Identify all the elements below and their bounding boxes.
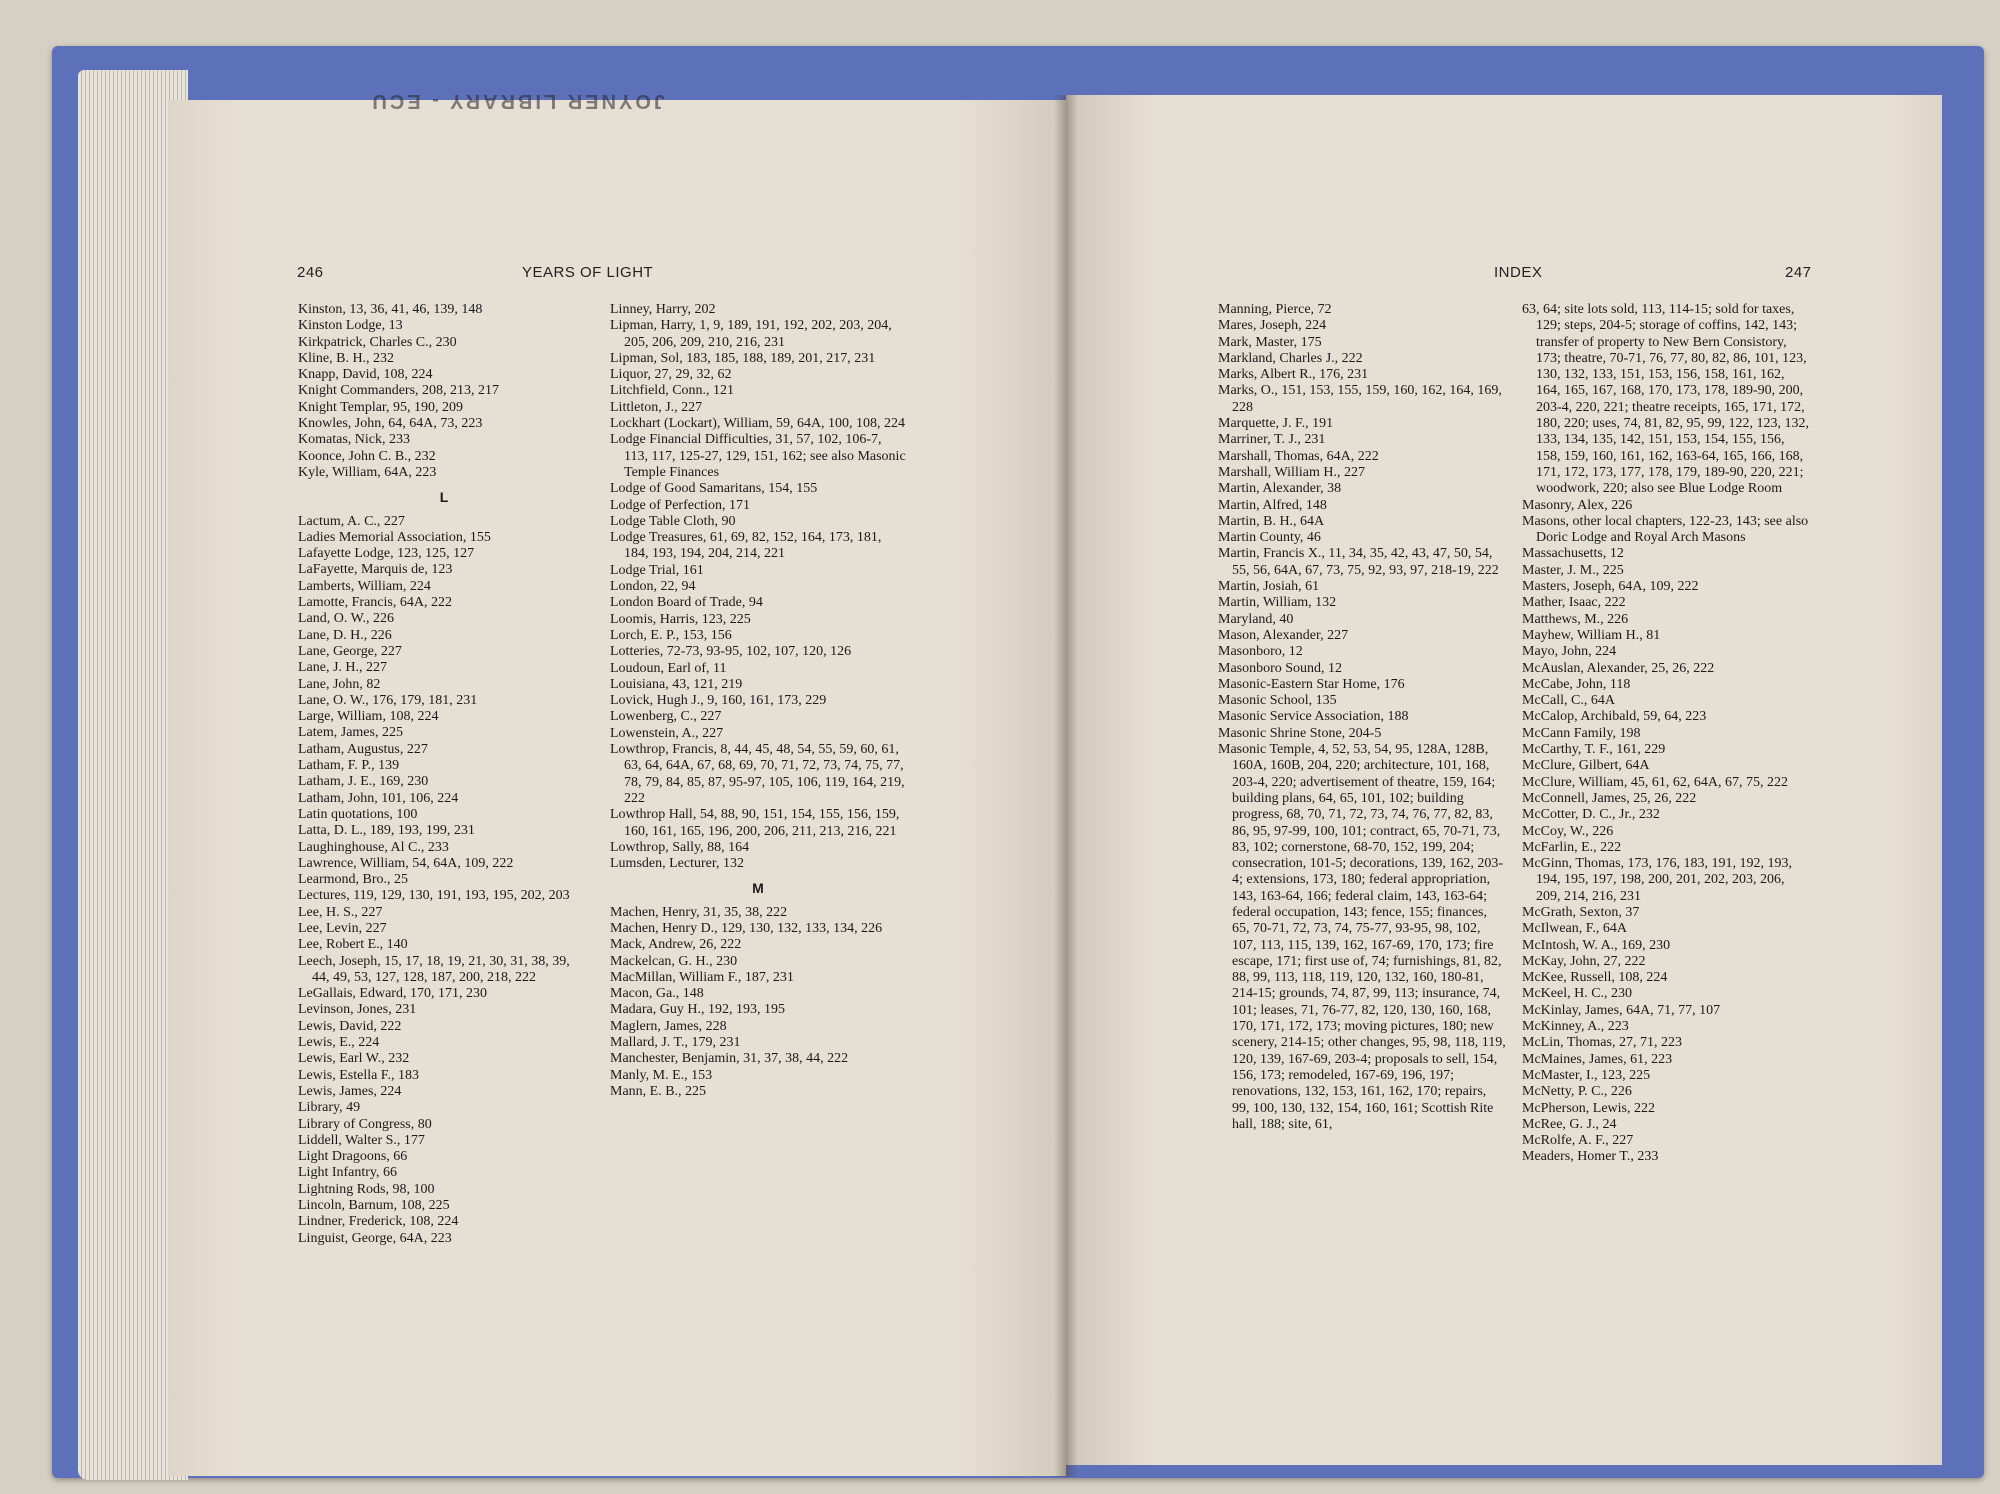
- index-entry: Mack, Andrew, 26, 222: [610, 937, 742, 953]
- index-entry: Lightning Rods, 98, 100: [298, 1181, 435, 1197]
- index-entry: McCall, C., 64A: [1522, 693, 1615, 709]
- index-entry: Leech, Joseph, 15, 17, 18, 19, 21, 30, 31, 38, 39, 44, 49, 53, 127, 128, 187, 200, 218, 222: [298, 953, 570, 985]
- index-entry: Manning, Pierce, 72: [1218, 302, 1332, 317]
- index-entry: Meaders, Homer T., 233: [1522, 1149, 1659, 1165]
- index-entry: McKee, Russell, 108, 224: [1522, 970, 1668, 986]
- index-entry: McClure, Gilbert, 64A: [1522, 758, 1650, 774]
- index-entry: Lowenstein, A., 227: [610, 725, 724, 741]
- index-entry: Knight Commanders, 208, 213, 217: [298, 383, 500, 399]
- index-entry: McKay, John, 27, 222: [1522, 953, 1646, 969]
- index-entry: McMaster, I., 123, 225: [1522, 1067, 1651, 1083]
- index-entry: Liquor, 27, 29, 32, 62: [610, 367, 732, 383]
- index-entry: McIntosh, W. A., 169, 230: [1522, 937, 1671, 953]
- index-column-right-1: [1218, 302, 1506, 1133]
- right-page-number: 247: [1785, 264, 1812, 281]
- index-entry: Martin, Francis X., 11, 34, 35, 42, 43, 47, 50, 54, 55, 56, 64A, 67, 73, 75, 92, 93, 97, 218-19, 222: [1218, 546, 1499, 578]
- index-entry: Knapp, David, 108, 224: [298, 367, 433, 383]
- index-entry: Lowthrop, Francis, 8, 44, 45, 48, 54, 55, 59, 60, 61, 63, 64, 64A, 67, 68, 69, 70, 71, 72, 73, 74, 75, 77, 78, 79, 84, 85, 87, 95-97, 105, 106, 119, 164, 219, 222: [610, 742, 905, 806]
- index-entry: Lee, Levin, 227: [298, 920, 387, 936]
- index-entry: Learmond, Bro., 25: [298, 872, 409, 888]
- index-entry: Lipman, Harry, 1, 9, 189, 191, 192, 202, 203, 204, 205, 206, 209, 210, 216, 231: [610, 318, 892, 350]
- index-entry: Macon, Ga., 148: [610, 986, 704, 1002]
- index-entry: Lewis, James, 224: [298, 1083, 402, 1099]
- index-entry: McRolfe, A. F., 227: [1522, 1133, 1634, 1149]
- index-entry: McKeel, H. C., 230: [1522, 986, 1633, 1002]
- index-entry: Lipman, Sol, 183, 185, 188, 189, 201, 217, 231: [610, 350, 876, 366]
- index-entry: McPherson, Lewis, 222: [1522, 1100, 1655, 1116]
- index-entry: Lane, O. W., 176, 179, 181, 231: [298, 692, 478, 708]
- index-entry: Maglern, James, 228: [610, 1018, 727, 1034]
- index-entry: Latham, Augustus, 227: [298, 741, 428, 757]
- index-entry: Komatas, Nick, 233: [298, 432, 410, 448]
- index-entry: Mayhew, William H., 81: [1522, 627, 1661, 643]
- index-entry: Masonic School, 135: [1218, 693, 1337, 709]
- index-entry: Lafayette Lodge, 123, 125, 127: [298, 546, 475, 562]
- index-entry: Mayo, John, 224: [1522, 644, 1617, 660]
- index-entry: Martin, William, 132: [1218, 595, 1337, 611]
- library-stamp: JOYNER LIBRARY - ECU: [369, 90, 665, 112]
- index-entry: McRee, G. J., 24: [1522, 1116, 1617, 1132]
- index-entry: Lowthrop Hall, 54, 88, 90, 151, 154, 155, 156, 159, 160, 161, 165, 196, 200, 206, 211, 213, 216, 221: [610, 807, 900, 839]
- index-entry: McGinn, Thomas, 173, 176, 183, 191, 192, 193, 194, 195, 197, 198, 200, 201, 202, 203, 206, 209, 214, 216, 231: [1522, 856, 1793, 904]
- index-entry: Latham, J. E., 169, 230: [298, 774, 429, 790]
- index-entry: Littleton, J., 227: [610, 399, 703, 415]
- index-entry: Manchester, Benjamin, 31, 37, 38, 44, 222: [610, 1051, 849, 1067]
- index-entry: LeGallais, Edward, 170, 171, 230: [298, 986, 487, 1002]
- index-entry: Knight Templar, 95, 190, 209: [298, 399, 464, 415]
- index-entry: Masonic-Eastern Star Home, 176: [1218, 676, 1405, 692]
- index-entry: Lodge Table Cloth, 90: [610, 513, 736, 529]
- index-entry: Kyle, William, 64A, 223: [298, 464, 437, 480]
- index-entry: Lactum, A. C., 227: [298, 513, 405, 529]
- index-entry: McIlwean, F., 64A: [1522, 921, 1628, 937]
- index-entry: Light Infantry, 66: [298, 1165, 398, 1181]
- index-entry: Lewis, Earl W., 232: [298, 1051, 410, 1067]
- index-entry: Martin County, 46: [1218, 530, 1321, 546]
- index-entry: Mallard, J. T., 179, 231: [610, 1035, 741, 1051]
- index-entry: Mann, E. B., 225: [610, 1083, 707, 1099]
- index-entry: Marks, O., 151, 153, 155, 159, 160, 162, 164, 169, 228: [1218, 383, 1502, 415]
- index-entry: Liddell, Walter S., 177: [298, 1132, 425, 1148]
- index-entry: Master, J. M., 225: [1522, 562, 1624, 578]
- index-entry: Latin quotations, 100: [298, 806, 418, 822]
- index-entry: London, 22, 94: [610, 579, 696, 595]
- index-entry: Mackelcan, G. H., 230: [610, 953, 738, 969]
- index-entry: Lectures, 119, 129, 130, 191, 193, 195, 202, 203: [298, 888, 570, 904]
- index-entry: McKinney, A., 223: [1522, 1019, 1629, 1035]
- index-entry: Lodge Treasures, 61, 69, 82, 152, 164, 173, 181, 184, 193, 194, 204, 214, 221: [610, 530, 882, 562]
- index-entry: Mares, Joseph, 224: [1218, 318, 1327, 334]
- index-entry: McCoy, W., 226: [1522, 823, 1614, 839]
- index-entry: Lee, H. S., 227: [298, 904, 383, 920]
- index-entry: Madara, Guy H., 192, 193, 195: [610, 1002, 785, 1018]
- index-entry: Lodge of Perfection, 171: [610, 497, 750, 513]
- index-entry: Latham, John, 101, 106, 224: [298, 790, 459, 806]
- index-entry: Matthews, M., 226: [1522, 611, 1629, 627]
- index-entry: Markland, Charles J., 222: [1218, 350, 1363, 366]
- index-entry: Koonce, John C. B., 232: [298, 448, 436, 464]
- index-entry: Latta, D. L., 189, 193, 199, 231: [298, 823, 475, 839]
- index-entry: Lawrence, William, 54, 64A, 109, 222: [298, 855, 514, 871]
- index-entry: Large, William, 108, 224: [298, 709, 439, 725]
- index-entry: Maryland, 40: [1218, 611, 1294, 627]
- index-column-right-2: [1522, 302, 1812, 1166]
- index-entry: Kinston Lodge, 13: [298, 318, 403, 334]
- index-entry: Marriner, T. J., 231: [1218, 432, 1326, 448]
- index-entry: Masonic Shrine Stone, 204-5: [1218, 725, 1382, 741]
- index-entry: Massachusetts, 12: [1522, 546, 1624, 562]
- index-entry: Latham, F. P., 139: [298, 758, 400, 774]
- index-entry: Light Dragoons, 66: [298, 1149, 408, 1165]
- index-entry: Lincoln, Barnum, 108, 225: [298, 1198, 450, 1214]
- index-entry: McCabe, John, 118: [1522, 676, 1631, 692]
- index-entry: Lane, J. H., 227: [298, 660, 388, 676]
- index-entry: Loudoun, Earl of, 11: [610, 660, 727, 676]
- index-entry: Loomis, Harris, 123, 225: [610, 611, 751, 627]
- index-entry: Louisiana, 43, 121, 219: [610, 676, 743, 692]
- index-entry: Lorch, E. P., 153, 156: [610, 627, 732, 643]
- right-running-head: INDEX: [1494, 264, 1543, 281]
- index-entry: Lamotte, Francis, 64A, 222: [298, 595, 452, 611]
- index-entry: LaFayette, Marquis de, 123: [298, 562, 453, 578]
- index-entry: McConnell, James, 25, 26, 222: [1522, 790, 1697, 806]
- index-entry: McCotter, D. C., Jr., 232: [1522, 807, 1660, 823]
- index-entry: McCann Family, 198: [1522, 725, 1641, 741]
- index-entry: McCarthy, T. F., 161, 229: [1522, 742, 1666, 758]
- index-entry: Martin, B. H., 64A: [1218, 513, 1325, 529]
- index-entry: McMaines, James, 61, 223: [1522, 1051, 1673, 1067]
- index-entry: Marshall, William H., 227: [1218, 464, 1365, 480]
- index-entry: Masonboro Sound, 12: [1218, 660, 1343, 676]
- index-entry: Land, O. W., 226: [298, 611, 395, 627]
- index-entry: Masonry, Alex, 226: [1522, 497, 1633, 513]
- index-entry: Latem, James, 225: [298, 725, 403, 741]
- index-entry: Lowenberg, C., 227: [610, 709, 722, 725]
- index-entry: Masons, other local chapters, 122-23, 143; see also Doric Lodge and Royal Arch Masons: [1522, 513, 1809, 546]
- index-entry: Lockhart (Lockart), William, 59, 64A, 100, 108, 224: [610, 416, 906, 432]
- index-entry: Library of Congress, 80: [298, 1116, 432, 1132]
- index-entry: Mark, Master, 175: [1218, 334, 1322, 350]
- index-entry: Lewis, Estella F., 183: [298, 1067, 419, 1083]
- index-entry: Masters, Joseph, 64A, 109, 222: [1522, 579, 1699, 595]
- index-entry: Lane, D. H., 226: [298, 627, 392, 643]
- index-entry: Marquette, J. F., 191: [1218, 416, 1334, 432]
- index-entry: Lindner, Frederick, 108, 224: [298, 1214, 459, 1230]
- index-entry: Lodge Trial, 161: [610, 562, 704, 578]
- index-entry: Martin, Alexander, 38: [1218, 481, 1342, 497]
- index-entry: Lowthrop, Sally, 88, 164: [610, 839, 750, 855]
- index-entry: Masonic Service Association, 188: [1218, 709, 1409, 725]
- index-entry: Machen, Henry, 31, 35, 38, 222: [610, 904, 788, 920]
- index-entry: McLin, Thomas, 27, 71, 223: [1522, 1035, 1682, 1051]
- index-entry: Linney, Harry, 202: [610, 302, 716, 317]
- left-page-number: 246: [297, 264, 324, 281]
- index-entry: Lewis, David, 222: [298, 1018, 402, 1034]
- index-entry: Lane, George, 227: [298, 643, 402, 659]
- index-letter-heading: L: [439, 489, 449, 506]
- book-gutter: [1054, 95, 1078, 1477]
- index-entry: Laughinghouse, Al C., 233: [298, 839, 449, 855]
- index-entry: Lovick, Hugh J., 9, 160, 161, 173, 229: [610, 693, 827, 709]
- index-entry: McKinlay, James, 64A, 71, 77, 107: [1522, 1002, 1721, 1018]
- index-entry: McGrath, Sexton, 37: [1522, 904, 1640, 920]
- index-entry: Lamberts, William, 224: [298, 578, 431, 594]
- index-entry: Lotteries, 72-73, 93-95, 102, 107, 120, 126: [610, 644, 852, 660]
- index-entry: Library, 49: [298, 1100, 361, 1116]
- index-entry: Knowles, John, 64, 64A, 73, 223: [298, 416, 483, 432]
- index-entry: Martin, Josiah, 61: [1218, 579, 1320, 595]
- index-entry: Mather, Isaac, 222: [1522, 595, 1626, 611]
- index-entry: Levinson, Jones, 231: [298, 1002, 417, 1018]
- index-entry: McClure, William, 45, 61, 62, 64A, 67, 75, 222: [1522, 774, 1788, 790]
- index-entry: 63, 64; site lots sold, 113, 114-15; sold for taxes, 129; steps, 204-5; storage of coffins, 142, 143; transfer of property to New Bern Consistory, 173; theatre, 70-71, 76, 77, 80, 82, 86, 101, 123, 130, 132, 133, 151, 153, 156, 158, 161, 162, 164, 165, 167, 168, 170, 173, 178, 189-90, 200, 203-4, 220, 221; theatre receipts, 165, 171, 172, 180, 220; uses, 74, 81, 82, 95, 99, 122, 123, 132, 133, 134, 135, 142, 151, 153, 154, 155, 156, 158, 159, 160, 161, 162, 163-64, 165, 166, 168, 171, 172, 173, 177, 178, 179, 189-90, 220, 221; woodwork, 220; also see Blue Lodge Room: [1522, 302, 1809, 497]
- index-letter-heading: M: [752, 880, 764, 897]
- left-running-head: YEARS OF LIGHT: [522, 264, 654, 281]
- index-entry: Ladies Memorial Association, 155: [298, 529, 491, 545]
- index-column-left-2: [610, 302, 906, 1100]
- index-entry: McFarlin, E., 222: [1522, 839, 1622, 855]
- index-entry: McNetty, P. C., 226: [1522, 1084, 1632, 1100]
- index-entry: Kinston, 13, 36, 41, 46, 139, 148: [298, 302, 483, 317]
- index-entry: Kline, B. H., 232: [298, 350, 395, 366]
- index-entry: McAuslan, Alexander, 25, 26, 222: [1522, 660, 1715, 676]
- index-entry: MacMillan, William F., 187, 231: [610, 969, 794, 985]
- index-entry: Lane, John, 82: [298, 676, 381, 692]
- index-entry: Lumsden, Lecturer, 132: [610, 856, 744, 872]
- index-entry: Mason, Alexander, 227: [1218, 627, 1349, 643]
- index-entry: Masonic Temple, 4, 52, 53, 54, 95, 128A, 128B, 160A, 160B, 204, 220; architecture, 101, 168, 203-4, 220; advertisement of theatre, 159, 164; building plans, 64, 65, 101, 102; building progress, 68, 70, 71, 72, 73, 74, 76, 77, 82, 83, 86, 95, 97-99, 100, 101; contract, 65, 70-71, 73, 83, 102; cornerstone, 68-70, 152, 199, 204; consecration, 101-5; decorations, 139, 162, 203-4; extensions, 173, 180; federal appropriation, 143, 163-64, 166; federal claim, 143, 163-64; federal occupation, 143; fence, 155; finances, 65, 70-71, 72, 73, 74, 75-77, 93-95, 98, 102, 107, 113, 115, 139, 162, 167-69, 170, 173; fire escape, 171; first use of, 74; furnishings, 81, 82, 88, 99, 113, 118, 119, 120, 132, 160, 180-81, 214-15; grounds, 74, 87, 99, 113; insurance, 74, 101; leases, 71, 76-77, 82, 120, 130, 160, 168, 170, 171, 172, 173; moving pictures, 180; new scenery, 214-15; other changes, 95, 98, 118, 119, 120, 139, 167-69, 203-4; proposals to sell, 154, 156, 173; remodeled, 167-69, 196, 197; renovations, 132, 153, 161, 162, 170; repairs, 99, 100, 130, 132, 154, 160, 161; Scottish Rite hall, 188; site, 61,: [1218, 742, 1506, 1132]
- index-entry: Lodge Financial Difficulties, 31, 57, 102, 106-7, 113, 117, 125-27, 129, 151, 162; see also Masonic Temple Finances: [610, 432, 906, 480]
- index-entry: Litchfield, Conn., 121: [610, 383, 735, 399]
- index-entry: Marshall, Thomas, 64A, 222: [1218, 448, 1379, 464]
- index-entry: Kirkpatrick, Charles C., 230: [298, 334, 457, 350]
- index-entry: London Board of Trade, 94: [610, 595, 763, 611]
- index-entry: Manly, M. E., 153: [610, 1067, 713, 1083]
- index-column-left-1: [298, 302, 590, 1247]
- index-entry: Masonboro, 12: [1218, 644, 1303, 660]
- index-entry: Marks, Albert R., 176, 231: [1218, 367, 1369, 383]
- index-entry: Lee, Robert E., 140: [298, 937, 408, 953]
- index-entry: Linguist, George, 64A, 223: [298, 1230, 452, 1246]
- index-entry: Lodge of Good Samaritans, 154, 155: [610, 481, 818, 497]
- index-entry: Martin, Alfred, 148: [1218, 497, 1327, 513]
- index-entry: Machen, Henry D., 129, 130, 132, 133, 134, 226: [610, 920, 883, 936]
- index-entry: Lewis, E., 224: [298, 1035, 380, 1051]
- index-entry: McCalop, Archibald, 59, 64, 223: [1522, 709, 1707, 725]
